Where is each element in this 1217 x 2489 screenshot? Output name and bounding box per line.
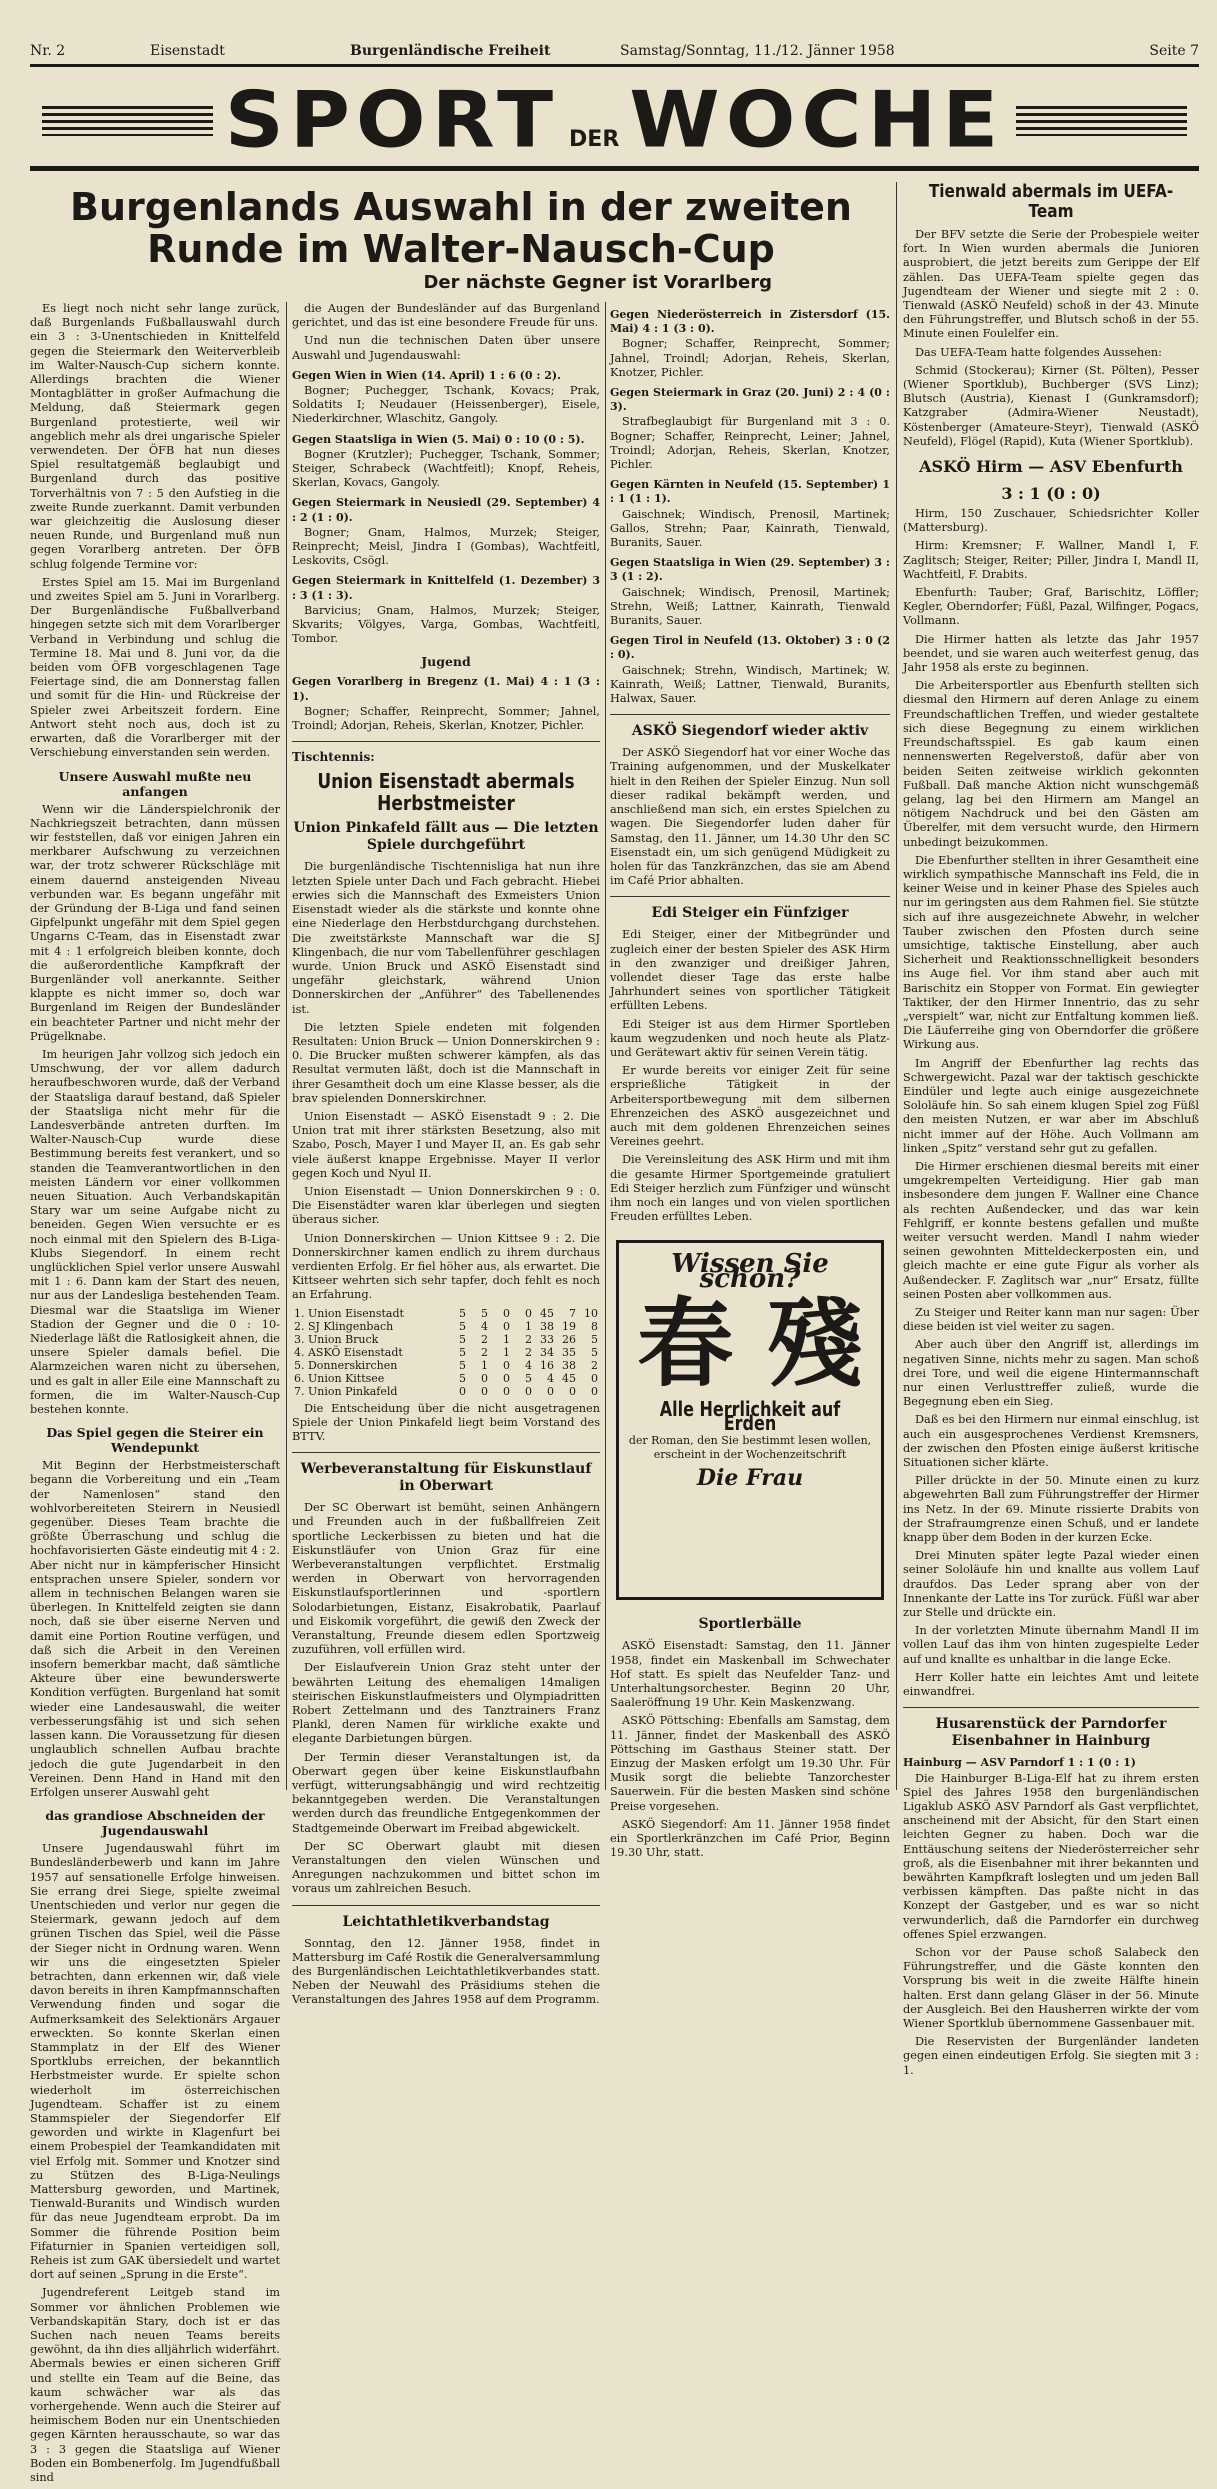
stat-cell: 2	[525, 1332, 532, 1346]
column-4	[903, 182, 1199, 2082]
article-paragraph: Hirm, 150 Zuschauer, Schiedsrichter Koller (Mattersburg).	[903, 507, 1199, 535]
page-number: Seite 7	[1149, 43, 1199, 59]
article-paragraph: Union Donnerskirchen — Union Kittsee 9 : 2. Die Donnerskirchner kamen endlich zu ihrem durchaus verdienten Erfolg. Er fiel höher aus, als erwartet. Die Kittseer wehrten sich sehr tapfer, doch fehlt es noch an Erfahrung.	[292, 1231, 600, 1302]
match-result: Gegen Wien in Wien (14. April) 1 : 6 (0 : 2).	[292, 368, 561, 382]
stat-cell: 16	[540, 1358, 554, 1372]
stat-cell: 1	[503, 1332, 510, 1346]
section-heading: Jugend	[421, 654, 471, 670]
column-2	[292, 302, 600, 2012]
article-paragraph: Es liegt noch nicht sehr lange zurück, daß Burgenlands Fußballauswahl durch ein 3 : 3-Unentschieden in Knittelfeld gegen die Steiermark den Weiterverbleib im Walter-Nausch-Cup sichern konnte. Allerdings brachten die Wiener Montagblätter in großer Aufmachung die Meldung, daß Steiermark gegen Burgenland protestierte, weil wir angeblich mehr als drei ungarische Spieler verwendeten. Der ÖFB hat nun dieses Spiel resultatgemäß beglaubigt und Burgenland durch das positive Torverhältnis von 7 : 5 den Aufstieg in die zweite Runde zuerkannt. Damit verbunden war gleichzeitig die Auslosung dieser neuen Runde, und Burgenland muß nun gegen Vorarlberg antreten. Der ÖFB schlug folgende Termine vor:	[30, 302, 280, 571]
stat-cell: 1	[481, 1358, 488, 1372]
lineup: Barvicius; Gnam, Halmos, Murzek; Steiger, Skvarits; Völgyes, Varga, Gombas, Wachtfeitl, Tombor.	[292, 603, 600, 646]
stat-cell: 5	[459, 1319, 466, 1333]
column-1	[30, 302, 280, 2489]
stat-cell: 0	[569, 1384, 576, 1398]
article-paragraph: Drei Minuten später legte Pazal wieder einen seiner Sololäufe hin und knallte aus vollem Lauf draufdos. Das Leder sprang aber von der Innenkante der Latte ins Tor zurück. Füßl war aber zur Stelle und drückte ein.	[903, 1549, 1199, 1620]
article-paragraph: ASKÖ Siegendorf: Am 11. Jänner 1958 findet ein Sportlerkränzchen im Café Prior, Beginn 19.30 Uhr, statt.	[610, 1817, 890, 1860]
lineup: Bogner; Gnam, Halmos, Murzek; Steiger, Reinprecht; Meisl, Jindra I (Gombas), Wachtfeitl, Leskovits, Csögl.	[292, 525, 600, 568]
article-paragraph: Im heurigen Jahr vollzog sich jedoch ein Umschwung, der vor allem dadurch heraufbeschworen wurde, daß der Verband der Staatsliga darauf bestand, daß Spieler der Staatsliga nicht mehr für die Landesverbände antreten durften. Im Walter-Nausch-Cup wurde diese Bestimmung bereits fest verankert, und so standen die Teamverantwortlichen in den meisten Ländern vor einer vollkommen neuen Situation. Auch Verbandskapitän Stary war um seine Aufgabe nicht zu beneiden. Gegen Wien versuchte er es noch einmal mit den Spielern des B-Liga-Klubs Siegendorf. In einem recht unglücklichen Spiel verlor unsere Auswahl mit 1 : 6. Dann kam der Start des neuen, nur aus der Landesliga bestehenden Team. Diesmal war die Staatsliga im Wiener Stadion der Gegner und die 0 : 10-Niederlage läßt die Ratlosigkeit ahnen, die unsere Spieler damals befiel. Die Alarmzeichen waren nicht zu übersehen, und es galt in aller Eile eine Mannschaft zu formen, die im Walter-Nausch-Cup bestehen konnte.	[30, 1047, 280, 1417]
stat-cell: 35	[562, 1345, 576, 1359]
team-name: 7. Union Pinkafeld	[294, 1384, 398, 1398]
article-paragraph: Der ASKÖ Siegendorf hat vor einer Woche das Training aufgenommen, und der Muskelkater hielt in den Reihen der Spieler Einzug. Nun soll dieser radikal bekämpft werden, und anschließend man sich, ein erstes Spielchen zu wagen. Die Siegendorfer luden daher für Samstag, den 11. Jänner, um 14.30 Uhr den SC Eisenstadt ein, um sich genügend Müdigkeit zu holen für das Tanzkränzchen, das sie am Abend im Café Prior abhalten.	[610, 746, 890, 888]
column-rule	[286, 302, 287, 1790]
article-paragraph: Mit Beginn der Herbstmeisterschaft begann die Vorbereitung und ein „Team der Namenlosen“ stand den wohlvorbereiteten Steirern in Neusiedl gegenüber. Dieses Team brachte die größte Überraschung und schlug die hochfavorisierten Gäste eindeutig mit 4 : 2. Aber nicht nur in kämpferischer Hinsicht entsprachen unsere Spieler, sondern vor allem in technischen Belangen waren sie überlegen. In Knittelfeld zeigten sie dann noch, daß sie über eiserne Nerven und damit eine Portion Routine verfügen, und daß sich die Arbeit in den Vereinen insofern bemerkbar macht, daß sämtliche Akteure über eine bewunderswerte Kondition verfügten. Burgenland hat somit wieder eine Landesauswahl, die weiter verbesserungsfähig ist und sich sehen lassen kann. Die Voraussetzung für diesen unglaublich schnellen Aufbau brachte jedoch die gute Jugendarbeit in den Vereinen. Denn Hand in Hand mit den Erfolgen unserer Auswahl geht	[30, 1459, 280, 1799]
stat-cell: 0	[481, 1384, 488, 1398]
stat-cell: 0	[503, 1306, 510, 1320]
masthead-der: DER	[569, 127, 620, 152]
main-title: Burgenlands Auswahl in der zweiten Runde im Walter-Nausch-Cup	[70, 185, 852, 271]
table-row	[292, 1359, 600, 1372]
paper-name: Burgenländische Freiheit	[350, 43, 551, 59]
article-paragraph: Sonntag, den 12. Jänner 1958, findet in Mattersburg im Café Rostik die Generalversammlung des Burgenländischen Leichtathletikverbandes statt. Neben der Neuwahl des Präsidiums stehen die Veranstaltungen des Jahres 1958 auf dem Programm.	[292, 1936, 600, 2007]
article-paragraph: Die Hirmer hatten als letzte das Jahr 1957 beendet, und sie waren auch weiterfest genug, das Jahr 1958 als erste zu beginnen.	[903, 632, 1199, 675]
team-name: 5. Donnerskirchen	[294, 1358, 398, 1372]
article-paragraph: Der BFV setzte die Serie der Probespiele weiter fort. In Wien wurden abermals die Junioren ausprobiert, die jetzt bereits zum Gerippe der Elf zählen. Das UEFA-Team spielte gegen das Jugendteam der Wiener und siegte mit 2 : 0. Tienwald (ASKÖ Neufeld) schoß in der 43. Minute den Führungstreffer, und Blutsch schoß in der 55. Minute einen Foulelfer ein.	[903, 228, 1199, 341]
masthead-stripes-right	[1016, 106, 1187, 136]
match-result: Gegen Staatsliga in Wien (29. September) 3 : 3 (1 : 2).	[610, 556, 890, 584]
article-paragraph: Der Eislaufverein Union Graz steht unter der bewährten Leitung des ehemaligen 14maligen steirischen Eiskunstlaufmeisters und Olympiadritten Robert Zettelmann und des Tanztrainers Franz Plankl, deren Namen für wirkliche exakte und elegante Darbietungen bürgen.	[292, 1661, 600, 1746]
parndorf-score: Hainburg — ASV Parndorf 1 : 1 (0 : 1)	[903, 1756, 1136, 1770]
stat-cell: 7	[569, 1306, 576, 1320]
table-row	[292, 1346, 600, 1359]
article-paragraph: Der SC Oberwart ist bemüht, seinen Anhängern und Freunden auch in der fußballfreien Zeit sportliche Leckerbissen zu bieten und hat die Eiskunstläufer von Union Graz für eine Werbeveranstaltungen verpflichtet. Erstmalig werden in Oberwart von hervorragenden Eiskunstlaufsportlerinnen und -sportlern Solodarbietungen, Eistanz, Eisakrobatik, Paarlauf und Eiskomik vorgeführt, die gewiß den Zweck der Veranstaltung, Freunde diesem edlen Sportzweig zuzuführen, voll erfüllen wird.	[292, 1501, 600, 1657]
stat-cell: 10	[584, 1306, 598, 1320]
page-header	[30, 38, 1199, 67]
article-paragraph: Daß es bei den Hirmern nur einmal einschlug, ist auch ein ausgesprochenes Verdienst Kremsners, der zwischen den Pfosten einige äußerst kritische Situationen sicher klärte.	[903, 1413, 1199, 1470]
article-paragraph: Edi Steiger ist aus dem Hirmer Sportleben kaum wegzudenken und noch heute als Platz- und Gerätewart aktiv für seinen Verein tätig.	[610, 1017, 890, 1059]
stat-cell: 38	[562, 1358, 576, 1372]
article-paragraph: Das UEFA-Team hatte folgendes Aussehen:	[915, 345, 1162, 359]
advertisement-box	[616, 1240, 884, 1600]
article-paragraph: die Augen der Bundesländer auf das Burgenland gerichtet, und das ist eine besondere Freude für uns.	[292, 302, 600, 330]
stat-cell: 5	[591, 1332, 598, 1346]
stat-cell: 4	[481, 1319, 488, 1333]
stat-cell: 0	[525, 1384, 532, 1398]
ad-title: Alle Herrlichkeit auf Erden	[659, 1396, 841, 1435]
stat-cell: 33	[540, 1332, 554, 1346]
stat-cell: 26	[562, 1332, 576, 1346]
hirm-title: ASKÖ Hirm — ASV Ebenfurth	[919, 457, 1183, 477]
stat-cell: 1	[525, 1319, 532, 1333]
lineup: Gaischnek; Windisch, Prenosil, Martinek; Gallos, Strehn; Paar, Kainrath, Tienwald, Buranits, Sauer.	[610, 507, 890, 550]
article-paragraph: Und nun die technischen Daten über unsere Auswahl und Jugendauswahl:	[292, 334, 600, 362]
column-rule	[605, 302, 606, 1790]
match-result: Gegen Staatsliga in Wien (5. Mai) 0 : 10 (0 : 5).	[292, 432, 585, 446]
stat-cell: 0	[503, 1371, 510, 1385]
match-result: Gegen Tirol in Neufeld (13. Oktober) 3 : 0 (2 : 0).	[610, 634, 890, 662]
stat-cell: 0	[481, 1371, 488, 1385]
table-row	[292, 1307, 600, 1320]
section-heading: das grandiose Abschneiden der Jugendauswahl	[45, 1808, 265, 1839]
main-subtitle: Der nächste Gegner ist Vorarlberg	[423, 272, 772, 293]
stat-cell: 5	[459, 1306, 466, 1320]
ad-question: Wissen Sie schon?	[671, 1249, 829, 1294]
stat-cell: 5	[459, 1358, 466, 1372]
article-paragraph: Die letzten Spiele endeten mit folgenden Resultaten: Union Bruck — Union Donnerskirchen 9 : 0. Die Brucker mußten schwerer kämpfen, als das Resultat vermuten läßt, doch ist die Mannschaft in ihrer Gesamtheit doch um eine Klasse besser, als die brav spielenden Donnerskirchner.	[292, 1020, 600, 1105]
stat-cell: 45	[540, 1306, 554, 1320]
ad-text: der Roman, den Sie bestimmt lesen wollen, erscheint in der Wochenzeitschrift	[628, 1434, 872, 1462]
match-result: Gegen Niederösterreich in Zistersdorf (15. Mai) 4 : 1 (3 : 0).	[610, 308, 890, 336]
divider	[292, 1905, 600, 1906]
ad-calligraphy: 春 殘	[637, 1286, 863, 1400]
article-paragraph: Der SC Oberwart glaubt mit diesen Veranstaltungen den vielen Wünschen und Anregungen nachzukommen und bittet schon im voraus um zahlreichen Besuch.	[292, 1839, 600, 1896]
team-name: 1. Union Eisenstadt	[294, 1306, 404, 1320]
match-result: Gegen Steiermark in Knittelfeld (1. Dezember) 3 : 3 (1 : 3).	[292, 574, 600, 602]
article-paragraph: Union Eisenstadt — ASKÖ Eisenstadt 9 : 2. Die Union trat mit ihrer stärksten Besetzung, also mit Szabo, Posch, Mayer I und Mayer II, an. Es gab sehr viele äußerst knappe Ergebnisse. Mayer II verlor gegen Koch und Nyul II.	[292, 1109, 600, 1180]
article-paragraph: Ebenfurth: Tauber; Graf, Barischitz, Löffler; Kegler, Oberndorfer; Füßl, Pazal, Wilfinger, Pogacs, Vollmann.	[903, 586, 1199, 628]
article-paragraph: Aber auch über den Angriff ist, allerdings im negativen Sinne, nichts mehr zu sagen. Man schoß drei Tore, und weil die eigene Hintermannschaft nur einen Verlusttreffer zuließ, wurde die Begegnung eben ein Sieg.	[903, 1338, 1199, 1409]
table-row	[292, 1372, 600, 1385]
masthead-stripes-left	[42, 106, 213, 136]
lineup: Bogner; Schaffer, Reinprecht, Sommer; Jahnel, Troindl; Adorjan, Reheis, Skerlan, Knotzer, Pichler.	[610, 337, 890, 379]
stat-cell: 0	[459, 1384, 466, 1398]
stat-cell: 38	[540, 1319, 554, 1333]
stat-cell: 5	[459, 1371, 466, 1385]
section-heading: Unsere Auswahl mußte neu anfangen	[58, 768, 252, 799]
article-paragraph: Die Entscheidung über die nicht ausgetragenen Spiele der Union Pinkafeld liegt beim Vorstand des BTTV.	[292, 1401, 600, 1443]
article-paragraph: Zu Steiger und Reiter kann man nur sagen: Über diese beiden ist viel weiter zu sagen.	[903, 1306, 1199, 1334]
stat-cell: 0	[503, 1319, 510, 1333]
stat-cell: 5	[591, 1345, 598, 1359]
article-paragraph: Jugendreferent Leitgeb stand im Sommer vor ähnlichen Problemen wie Verbandskapitän Stary, doch ist er das Suchen nach neuen Teams bereits gewöhnt, da ihn dies alljährlich widerfährt. Abermals bewies er einen sicheren Griff und stellte ein Team auf die Beine, das kaum schwächer war als das vorhergehende. Wenn auch die Steirer auf heimischem Boden nur ein Unentschieden gegen Kärnten herausschaute, so war das 3 : 3 gegen die Staatsliga auf Wiener Boden ein Bombenerfolg. Im Jugendfußball sind	[30, 2286, 280, 2485]
stat-cell: 5	[481, 1306, 488, 1320]
stat-cell: 5	[459, 1345, 466, 1359]
city: Eisenstadt	[150, 43, 225, 59]
lineup: Strafbeglaubigt für Burgenland mit 3 : 0. Bogner; Schaffer, Reinprecht, Leiner; Jahnel, Troindl; Adorjan, Reheis, Skerlan, Knotzer, Pichler.	[610, 415, 890, 472]
table-row	[292, 1320, 600, 1333]
stat-cell: 1	[503, 1345, 510, 1359]
lineup: Bogner; Schaffer, Reinprecht, Sommer; Jahnel, Troindl; Adorjan, Reheis, Skerlan, Knotzer, Pichler.	[292, 704, 600, 733]
stat-cell: 45	[562, 1371, 576, 1385]
lineup: Bogner (Krutzler); Puchegger, Tschank, Sommer; Steiger, Schrabeck (Wachtfeitl); Knopf, Reheis, Skerlan, Kovacs, Gangoly.	[292, 447, 600, 490]
team-name: 4. ASKÖ Eisenstadt	[294, 1345, 403, 1359]
table-row	[292, 1333, 600, 1346]
team-name: 6. Union Kittsee	[294, 1371, 385, 1385]
masthead-sport: SPORT	[224, 75, 560, 166]
divider	[610, 896, 890, 897]
article-paragraph: In der vorletzten Minute übernahm Mandl II im vollen Lauf das ihm von hinten zugespielte Leder auf und knallte es unhaltbar in die lange Ecke.	[903, 1624, 1199, 1666]
article-paragraph: Herr Koller hatte ein leichtes Amt und leitete einwandfrei.	[903, 1670, 1199, 1699]
stat-cell: 2	[591, 1358, 598, 1372]
issue-date: Samstag/Sonntag, 11./12. Jänner 1958	[620, 43, 895, 59]
article-paragraph: Die Hainburger B-Liga-Elf hat zu ihrem ersten Spiel des Jahres 1958 den burgenländischen Ligaklub ASKÖ ASV Parndorf als Gast verpflichtet, anscheinend mit der Absicht, für den Start einen leichten Gegner zu haben. Doch war die Enttäuschung seitens der Niederösterreicher sehr groß, als die Eisenbahner mit ihrer bekannten und bewährten Kampfkraft loslegten und um jeden Ball verbissen kämpften. Das paßte nicht in das Konzept der Gastgeber, und es war so nicht verwunderlich, daß die Parndorfer ein durchweg offenes Spiel erzwangen.	[903, 1771, 1199, 1941]
column-3	[610, 302, 890, 1864]
lineup: Gaischnek; Windisch, Prenosil, Martinek; Strehn, Weiß; Lattner, Kainrath, Tienwald Buranits, Sauer.	[610, 585, 890, 628]
tt-kicker: Tischtennis:	[292, 750, 375, 765]
match-result: Gegen Vorarlberg in Bregenz (1. Mai) 4 : 1 (3 : 1).	[292, 675, 600, 703]
stat-cell: 0	[547, 1384, 554, 1398]
tt-subtitle: Union Pinkafeld fällt aus — Die letzten Spiele durchgeführt	[293, 820, 599, 854]
stat-cell: 2	[481, 1332, 488, 1346]
article-paragraph: Schmid (Stockerau); Kirner (St. Pölten), Pesser (Wiener Sportklub), Buchberger (SVS Linz); Blutsch (Austria), Kienast I (Gunkramsdorf); Katzgraber (Admira-Wiener Neustadt), Köstenberger (Amateure-Steyr), Tienwald (ASKÖ Neufeld), Flögel (Rapid), Kuta (Wiener Sportklub).	[903, 363, 1199, 448]
article-paragraph: Die Vereinsleitung des ASK Hirm und mit ihm die gesamte Hirmer Sportgemeinde gratuliert Edi Steiger herzlich zum Fünfziger und wünscht ihm noch ein langes und von vielen sportlichen Freuden erfülltes Leben.	[610, 1153, 890, 1224]
article-paragraph: ASKÖ Eisenstadt: Samstag, den 11. Jänner 1958, findet ein Maskenball im Schwechater Hof statt. Es spielt das Neufelder Tanz- und Unterhaltungsorchester. Beginn 20 Uhr, Saaleröffnung 19 Uhr. Kein Maskenzwang.	[610, 1639, 890, 1710]
article-paragraph: Hirm: Kremsner; F. Wallner, Mandl I, F. Zaglitsch; Steiger, Reiter; Piller, Jindra I, Mandl II, Wachtfeitl, F. Drabits.	[903, 539, 1199, 581]
divider	[292, 741, 600, 742]
baelle-title: Sportlerbälle	[698, 1616, 802, 1633]
tt-standings-table	[292, 1307, 600, 1398]
article-paragraph: Union Eisenstadt — Union Donnerskirchen 9 : 0. Die Eisenstädter waren klar überlegen und siegten überaus sicher.	[292, 1184, 600, 1227]
issue-number: Nr. 2	[30, 43, 66, 59]
stat-cell: 5	[459, 1332, 466, 1346]
parndorf-title: Husarenstück der Parndorfer Eisenbahner in Hainburg	[935, 1716, 1167, 1750]
article-paragraph: Die Reservisten der Burgenländer landeten gegen einen eindeutigen Erfolg. Sie siegten mit 3 : 1.	[903, 2035, 1199, 2077]
la-title: Leichtathletikverbandstag	[342, 1913, 550, 1930]
article-paragraph: Der Termin dieser Veranstaltungen ist, da Oberwart gegen über keine Eiskunstlaufbahn verfügt, witterungsabhängig und wird rechtzeitig bekanntgegeben werden. Die Veranstaltungen werden durch das freundliche Entgegenkommen der Stadtgemeinde Oberwart im Freibad abgewickelt.	[292, 1750, 600, 1835]
stat-cell: 5	[525, 1371, 532, 1385]
article-paragraph: Die burgenländische Tischtennisliga hat nun ihre letzten Spiele unter Dach und Fach gebracht. Hiebei erwies sich die Mannschaft des Exmeisters Union Eisenstadt wieder als die stärkste und konnte ohne eine Niederlage den Herbstdurchgang durchstehen. Die zweitstärkste Mannschaft war die SJ Klingenbach, die nur vom Tabellenführer geschlagen wurde. Union Bruck und ASKÖ Eisenstadt sind ungefähr gleichstark, während Union Donnerskirchen der „Anführer“ des Tabellenendes ist.	[292, 860, 600, 1016]
article-paragraph: Piller drückte in der 50. Minute einen zu kurz abgewehrten Ball zum Führungstreffer der Hirmer ins Netz. In der 69. Minute rissierte Drabits von der Strafraumgrenze einen Schuß, und er landete knapp über dem Boden in der kurzen Ecke.	[903, 1474, 1199, 1545]
stat-cell: 8	[591, 1319, 598, 1333]
column-rule	[896, 182, 897, 1790]
article-paragraph: Die Arbeitersportler aus Ebenfurth stellten sich diesmal den Hirmern auf deren Anlage zu einem Freundschaftlichen Treffen, und wieder gestaltete sich diese Begegnung zu einem wirklichen Freundschaftsspiel. Es gab kaum einen nennenswerten Regelverstoß, dafür aber von beiden Seiten zeitweise wirklich gekonnten Fußball. Daß manche Aktion nicht wunschgemäß gelang, lag bei den Hirmern am Mangel an nötigem Nachdruck und bei den Gästen am Überelfer, mit dem versucht wurde, den Hirmern unbedingt beizukommen.	[903, 679, 1199, 849]
stat-cell: 0	[503, 1358, 510, 1372]
eis-title: Werbeveranstaltung für Eiskunstlauf in Oberwart	[300, 1461, 592, 1495]
divider	[610, 714, 890, 715]
match-result: Gegen Steiermark in Graz (20. Juni) 2 : 4 (0 : 3).	[610, 386, 890, 414]
divider	[903, 1707, 1199, 1708]
divider	[292, 1452, 600, 1453]
uefa-title: Tienwald abermals im UEFA-Team	[928, 181, 1174, 222]
ad-brand-logo: Die Frau	[696, 1464, 804, 1491]
stat-cell: 0	[591, 1384, 598, 1398]
stat-cell: 19	[562, 1319, 576, 1333]
table-row	[292, 1385, 600, 1398]
tt-title: Union Eisenstadt abermals Herbstmeister	[317, 769, 575, 816]
masthead-woche: WOCHE	[629, 75, 1005, 166]
stat-cell: 4	[547, 1371, 554, 1385]
main-headline	[30, 186, 892, 293]
article-paragraph: Unsere Jugendauswahl führt im Bundesländerbewerb und kann im Jahre 1957 auf sensationelle Erfolge hinweisen. Sie errang drei Siege, spielte zweimal Unentschieden und verlor nur gegen die Steiermark, gewann jedoch auf dem grünen Tischen das Spiel, weil die Pässe der Sieger nicht in Ordnung waren. Wenn wir uns die eingesetzten Spieler betrachten, dann erkennen wir, daß viele davon bereits in ihren Kampfmannschaften Verwendung finden und sogar die Aufmerksamkeit des Selektionärs Argauer erweckten. So konnte Skerlan einen Stammplatz in der Elf des Wiener Sportklubs erreichen, der bekanntlich Herbstmeister wurde. Er spielte schon wiederholt im österreichischen Jugendteam. Schaffer ist zu einem Stammspieler der Siegendorfer Elf geworden und wirkte in Klagenfurt bei einem Probespiel der Teamkandidaten mit viel Erfolg mit. Sommer und Knotzer sind zu Stützen des B-Liga-Neulings Mattersburg geworden, und Martinek, Tienwald-Buranits und Windisch wurden für das neue Jugendteam erprobt. Da im Sommer die führende Position beim Fifaturnier in Spanien verteidigen soll, Reheis ist zum GAK übersiedelt und wartet dort auf seinen „Sprung in die Erste“.	[30, 1842, 280, 2282]
article-paragraph: Erstes Spiel am 15. Mai im Burgenland und zweites Spiel am 5. Juni in Vorarlberg. Der Burgenländische Fußballverband hingegen setzte sich mit dem Vorarlberger Verband in Verbindung und schlug die Termine 18. Mai und 8. Juni vor, da die beiden vom ÖFB vorgeschlagenen Tage Feiertage sind, die am Donnerstag fallen und somit für die Hin- und Rückreise der Spieler zwei Arbeitszeit fordern. Eine Antwort steht noch aus, doch ist zu erwarten, daß die Vorarlberger mit der Verschiebung einverstanden sein werden.	[30, 575, 280, 760]
section-heading: Das Spiel gegen die Steirer ein Wendepunkt	[46, 1425, 264, 1456]
article-paragraph: Die Hirmer erschienen diesmal bereits mit einer umgekrempelten Verteidigung. Hier gab man insbesondere dem jungen F. Wallner eine Chance als rechten Außendecker, und das war kein Fehlgriff, er konnte bestens gefallen und mußte weiter versucht werden. Mandl I nahm wieder seinen gewohnten Mitteldeckerposten ein, und gleich machte er eine gute Figur als vorher als Außendecker. F. Zaglitsch war „nur“ Ersatz, füllte seinen Posten aber vollkommen aus.	[903, 1159, 1199, 1301]
lineup: Gaischnek; Strehn, Windisch, Martinek; W. Kainrath, Weiß; Lattner, Tienwald, Buranits, Halwax, Sauer.	[610, 663, 890, 706]
siegendorf-title: ASKÖ Siegendorf wieder aktiv	[631, 723, 869, 740]
article-paragraph: Wenn wir die Länderspielchronik der Nachkriegszeit betrachten, dann müssen wir feststellen, daß vor einigen Jahren ein merkbarer Aufschwung zu verzeichnen war, der trotz schwerer Rückschläge mit einem dauernd ansteigenden Niveau verbunden war. Es begann ungefähr mit der Gründung der B-Liga und fand seinen Gipfelpunkt ungefähr mit dem Spiel gegen Ungarns C-Team, das in Eisenstadt zwar mit 4 : 1 erfolgreich bleiben konnte, doch die außerordentliche Kampfkraft der Burgenländer voll anerkannte. Seither klappte es nicht immer so, doch war Burgenland im Reigen der Bundesländer ein beachteter Partner und nicht mehr der Prügelknabe.	[30, 802, 280, 1043]
hirm-score: 3 : 1 (0 : 0)	[1001, 484, 1101, 504]
masthead	[30, 76, 1199, 171]
stat-cell: 0	[591, 1371, 598, 1385]
lineup: Bogner; Puchegger, Tschank, Kovacs; Prak, Soldatits I; Neudauer (Heissenberger), Eisele, Niederkirchner, Wlaschitz, Gangoly.	[292, 384, 600, 426]
stat-cell: 0	[503, 1384, 510, 1398]
article-paragraph: Im Angriff der Ebenfurther lag rechts das Schwergewicht. Pazal war der taktisch geschickte Eindüler und legte auch einige ausgezeichnete Sololäufe hin. So sah einem klugen Spiel zog Füßl den meisten Nutzen, er war aber im Abschluß nicht immer auf der Höhe. Auch Vollmann am linken „Spitz“ verstand sehr gut zu gefallen.	[903, 1056, 1199, 1155]
match-result: Gegen Steiermark in Neusiedl (29. September) 4 : 2 (1 : 0).	[292, 496, 600, 524]
stat-cell: 2	[525, 1345, 532, 1359]
stat-cell: 2	[481, 1345, 488, 1359]
article-paragraph: Die Ebenfurther stellten in ihrer Gesamtheit eine wirklich sympathische Mannschaft ins Feld, die in keiner Weise und in keiner Phase des Spieles auch nur im geringsten aus dem Rahmen fiel. Sie stützte sich auf ihre ausgezeichnete Abwehr, in welcher Tauber zwischen den Pfosten durch seine umsichtige, taktische Einstellung, aber auch Sicherheit und Reaktionsschnelligkeit besonders ins Auge fiel. Vor ihm stand aber auch mit Barischitz ein Stopper von Format. Ein gewiegter Taktiker, der den Hirmer Innentrio, das zu sehr „verspielt“ war, nicht zur Entfaltung kommen ließ. Die Läuferreihe ging von Oberndorfer die größere Wirkung aus.	[903, 853, 1199, 1052]
article-paragraph: Schon vor der Pause schoß Salabeck den Führungstreffer, und die Gäste konnten den Vorsprung bis weit in die zweite Hälfte hinein halten. Erst dann gelang Gläser in der 56. Minute der Ausgleich. Bei den Hausherren wirkte der vom Wiener Sportklub übernommene Gassenbauer mit.	[903, 1945, 1199, 2030]
stat-cell: 34	[540, 1345, 554, 1359]
article-paragraph: Er wurde bereits vor einiger Zeit für seine ersprießliche Tätigkeit in der Arbeitersportbewegung mit dem silbernen Ehrenzeichen des ASKÖ ausgezeichnet und auch mit dem goldenen Ehrenzeichen seines Vereines geehrt.	[610, 1064, 890, 1149]
team-name: 3. Union Bruck	[294, 1332, 379, 1346]
stat-cell: 0	[525, 1306, 532, 1320]
article-paragraph: ASKÖ Pöttsching: Ebenfalls am Samstag, dem 11. Jänner, findet der Maskenball des ASKÖ Pöttsching im Gasthaus Steiner statt. Der Einzug der Masken erfolgt um 19.30 Uhr. Für Musik sorgt die beliebte Tanzorchester Sauerwein. Für die besten Masken sind schöne Preise vorgesehen.	[610, 1714, 890, 1813]
match-result: Gegen Kärnten in Neufeld (15. September) 1 : 1 (1 : 1).	[610, 478, 890, 506]
steiger-title: Edi Steiger ein Fünfziger	[651, 905, 849, 922]
team-name: 2. SJ Klingenbach	[294, 1319, 394, 1333]
stat-cell: 4	[525, 1358, 532, 1372]
article-paragraph: Edi Steiger, einer der Mitbegründer und zugleich einer der besten Spieler des ASK Hirm in den zwanziger und dreißiger Jahren, vollendet dieser Tage das erste halbe Jahrhundert seines von sportlicher Tätigkeit erfüllten Lebens.	[610, 928, 890, 1013]
